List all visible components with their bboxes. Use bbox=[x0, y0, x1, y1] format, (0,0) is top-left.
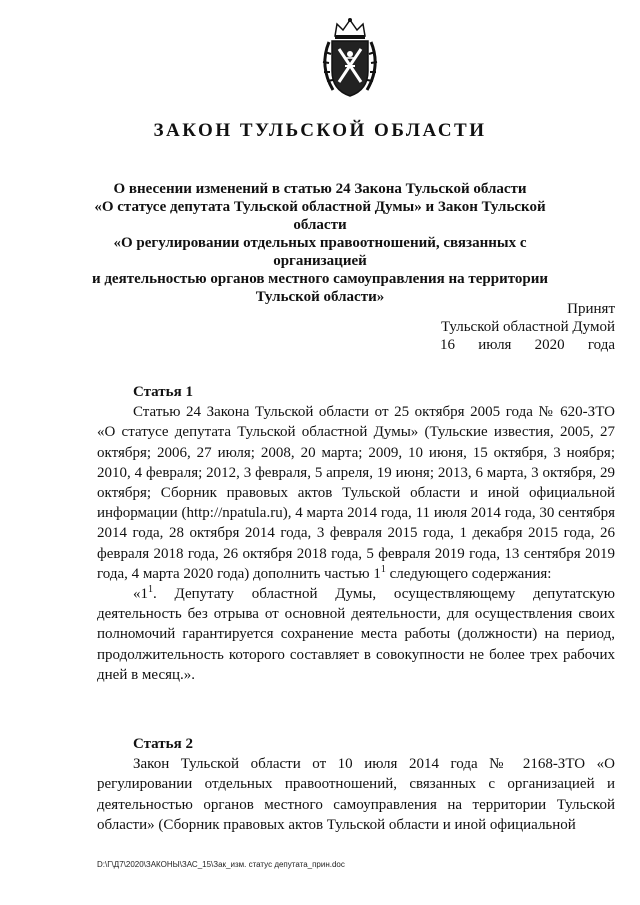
adoption-year: 2020 bbox=[534, 337, 565, 353]
adoption-year-word: года bbox=[587, 337, 615, 353]
adopted-by: Тульской областной Думой bbox=[440, 319, 615, 335]
quote-open: «1 bbox=[133, 586, 148, 603]
subject-line: Тульской области» bbox=[255, 289, 385, 305]
article-1-text: Статью 24 Закона Тульской области от 25 октября 2005 года № 620-ЗТО «О статусе депутата Тульской областной Думы» (Тульские известия, 2005, 27 октября; 2006, 27 июля; 2008, 20 марта; 2009, 10 июня, 15 октября, 3 ноября; 2010, 4 февраля; 2012, 3 февраля, 5 апреля, 19 июня; 2013, 6 марта, 3 октября, 29 октября; Сборник правовых актов Тульской области и иной официальной информации (http://npatula.ru), 4 марта 2014 года, 11 июля 2014 года, 30 сентября 2014 года, 28 октября 2014 года, 3 февраля 2015 года, 1 декабря 2015 года, 26 февраля 2018 года, 26 октября 2018 года, 5 февраля 2019 года, 13 сентября 2019 года, 4 марта 2020 года) дополнить частью 1 bbox=[97, 404, 615, 582]
article-1-paragraph bbox=[97, 402, 615, 584]
subject-line: «О регулировании отдельных правоотношений, связанных с организацией bbox=[113, 235, 527, 269]
article-2-paragraph: Закон Тульской области от 10 июля 2014 года № 2168-ЗТО «О регулировании отдельных правоотношений, связанных с организацией и деятельностью органов местного самоуправления на территории Тульской области» (Сборник правовых актов Тульской области и иной официальной bbox=[97, 756, 615, 833]
coat-of-arms-emblem bbox=[315, 16, 385, 100]
adoption-month: июля bbox=[478, 337, 512, 353]
article-1-quote bbox=[97, 584, 615, 685]
adoption-day: 16 bbox=[440, 337, 455, 353]
file-path-footer: D:\Г\Д7\2020\ЗАКОНЫ\ЗАС_15\Зак_изм. статус депутата_прин.doc bbox=[97, 860, 345, 869]
part-superscript: 1 bbox=[380, 563, 386, 575]
law-title: ЗАКОН ТУЛЬСКОЙ ОБЛАСТИ bbox=[153, 120, 487, 141]
article-1-heading: Статья 1 bbox=[133, 384, 193, 400]
quote-superscript: 1 bbox=[148, 584, 153, 596]
article-2-heading: Статья 2 bbox=[133, 736, 193, 752]
adopted-label: Принят bbox=[567, 301, 615, 317]
article-1-text-tail: следующего содержания: bbox=[385, 565, 552, 582]
article-2 bbox=[97, 734, 615, 835]
adoption-date bbox=[440, 336, 615, 354]
law-subject bbox=[80, 180, 560, 306]
subject-line: О внесении изменений в статью 24 Закона Тульской области bbox=[113, 181, 527, 197]
article-1 bbox=[97, 382, 615, 685]
quote-text: . Депутату областной Думы, осуществляющему депутатскую деятельность без отрыва от основной деятельности, для осуществления своих полномочий гарантируется сохранение места работы (должности) на период, продолжительность которого составляет в совокупности не более трех рабочих дней в месяц.». bbox=[97, 586, 615, 683]
adoption-note bbox=[440, 300, 615, 354]
subject-line: и деятельностью органов местного самоуправления на территории bbox=[91, 271, 549, 287]
subject-line: «О статусе депутата Тульской областной Думы» и Закон Тульской области bbox=[94, 199, 546, 233]
